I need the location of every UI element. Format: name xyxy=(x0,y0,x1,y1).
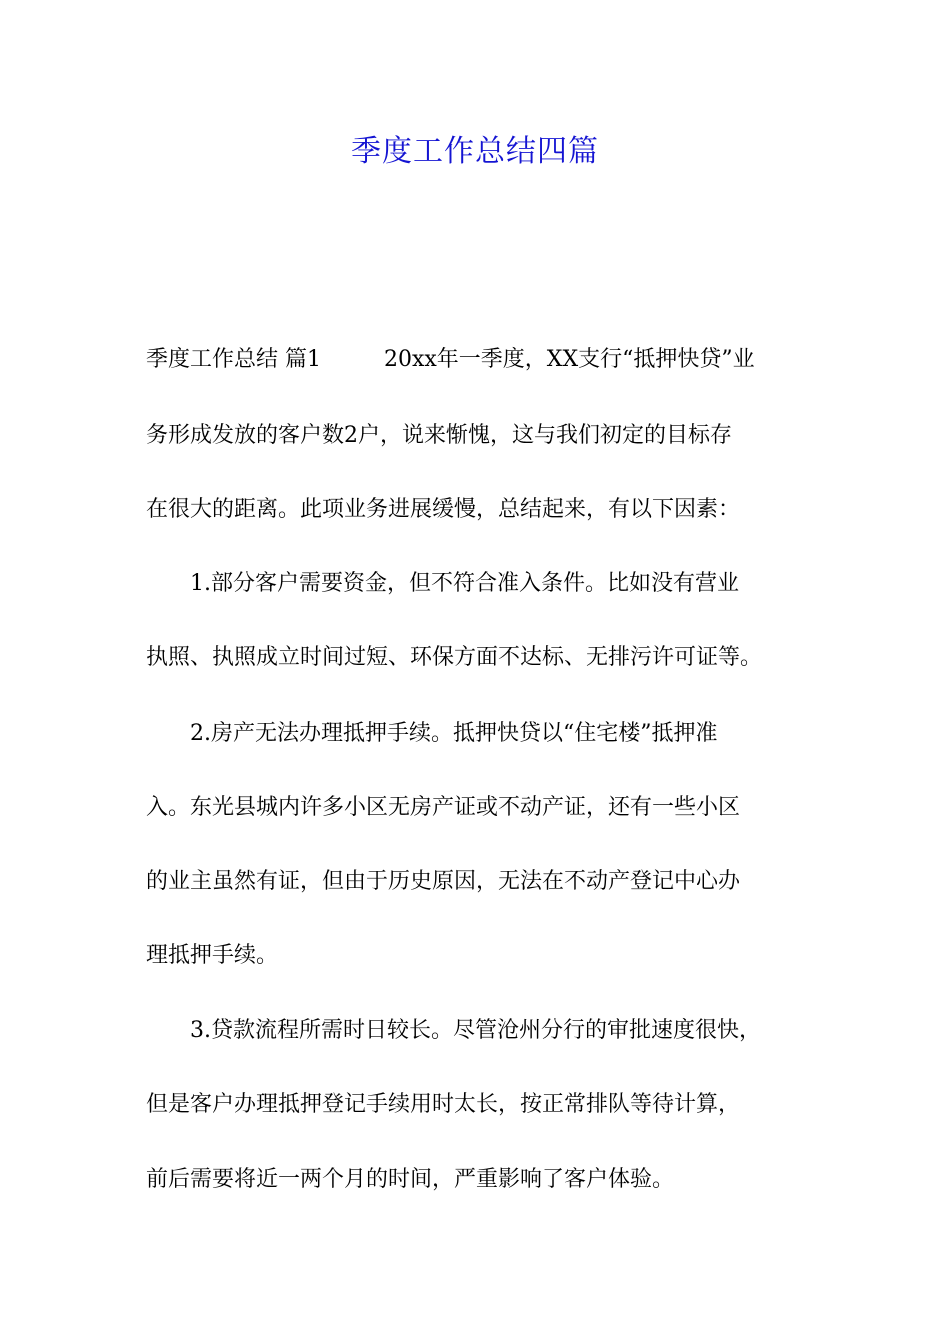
paragraph-line xyxy=(146,342,826,378)
paragraph-line: 但是客户办理抵押登记手续用时太长，按正常排队等待计算， xyxy=(146,1092,741,1117)
paragraph-line: 在很大的距离。此项业务进展缓慢，总结起来，有以下因素： xyxy=(146,497,741,522)
paragraph-line: 1.部分客户需要资金，但不符合准入条件。比如没有营业 xyxy=(190,571,739,596)
document-title: 季度工作总结四篇 xyxy=(351,134,599,169)
paragraph-line: 理抵押手续。 xyxy=(146,943,279,968)
paragraph-line: 务形成发放的客户数2户，说来惭愧，这与我们初定的目标存 xyxy=(146,423,732,448)
paragraph-line: 3.贷款流程所需时日较长。尽管沧州分行的审批速度很快， xyxy=(190,1018,761,1043)
paragraph-line: 执照、执照成立时间过短、环保方面不达标、无排污许可证等。 xyxy=(146,645,763,670)
paragraph-line: 2.房产无法办理抵押手续。抵押快贷以“住宅楼”抵押准 xyxy=(190,721,718,746)
paragraph-line: 的业主虽然有证，但由于历史原因，无法在不动产登记中心办 xyxy=(146,869,741,894)
line-text: 20xx年一季度，XX支行“抵押快贷”业 xyxy=(384,347,755,372)
paragraph-line: 前后需要将近一两个月的时间，严重影响了客户体验。 xyxy=(146,1167,675,1192)
section-label: 季度工作总结 篇1 xyxy=(146,347,321,372)
paragraph-line: 入。东光县城内许多小区无房产证或不动产证，还有一些小区 xyxy=(146,795,741,820)
